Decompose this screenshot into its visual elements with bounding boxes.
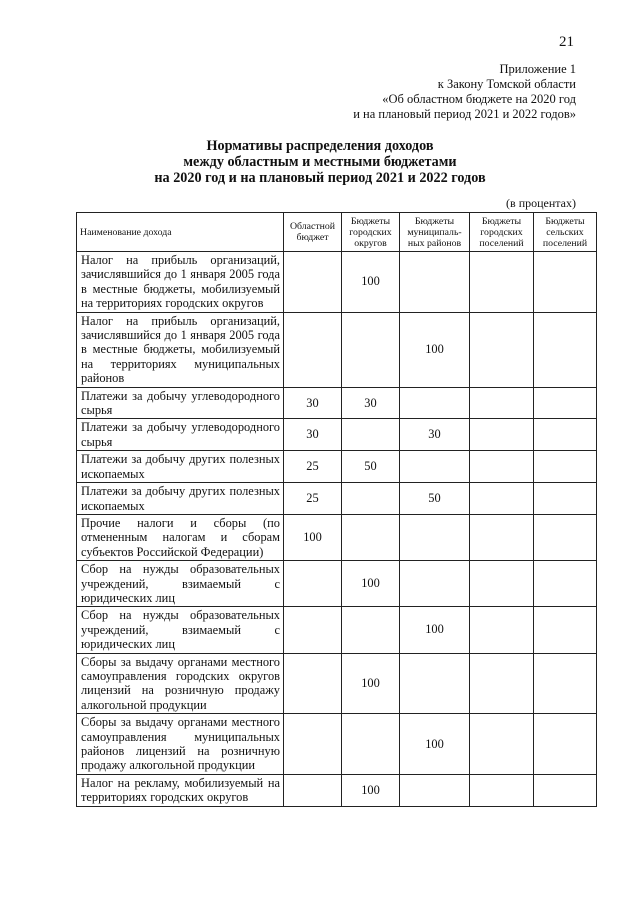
title-line: между областным и местными бюджетами bbox=[183, 154, 457, 170]
value-cell-municipal-districts bbox=[400, 653, 470, 714]
table-row bbox=[77, 653, 597, 714]
appendix-line: Приложение 1 bbox=[499, 62, 576, 76]
value-cell-regional-budget: 25 bbox=[284, 483, 342, 515]
value-cell-urban-settlements bbox=[470, 312, 534, 387]
value-cell-regional-budget bbox=[284, 607, 342, 653]
value-cell-rural-settlements bbox=[534, 607, 597, 653]
value-cell-rural-settlements bbox=[534, 514, 597, 560]
table-body bbox=[77, 252, 597, 807]
value-cell-regional-budget: 30 bbox=[284, 419, 342, 451]
value-cell-city-districts: 30 bbox=[342, 387, 400, 419]
value-cell-urban-settlements bbox=[470, 514, 534, 560]
table-row bbox=[77, 312, 597, 387]
revenue-name-cell: Налог на прибыль организаций, зачислявшийся до 1 января 2005 года в местные бюджеты, мобилизуемый на территориях городских округов bbox=[77, 252, 284, 313]
value-cell-municipal-districts bbox=[400, 514, 470, 560]
revenue-name-cell: Платежи за добычу углеводородного сырья bbox=[77, 387, 284, 419]
value-cell-regional-budget bbox=[284, 561, 342, 607]
table-row bbox=[77, 483, 597, 515]
page-number: 21 bbox=[559, 34, 574, 50]
value-cell-urban-settlements bbox=[470, 483, 534, 515]
value-cell-city-districts: 100 bbox=[342, 774, 400, 806]
value-cell-urban-settlements bbox=[470, 451, 534, 483]
value-cell-rural-settlements bbox=[534, 387, 597, 419]
revenue-name-cell: Сбор на нужды образовательных учреждений, взимаемый с юридических лиц bbox=[77, 607, 284, 653]
value-cell-municipal-districts bbox=[400, 387, 470, 419]
revenue-name-cell: Платежи за добычу других полезных ископаемых bbox=[77, 451, 284, 483]
value-cell-urban-settlements bbox=[470, 607, 534, 653]
revenue-name-cell: Сбор на нужды образовательных учреждений, взимаемый с юридических лиц bbox=[77, 561, 284, 607]
appendix-line: «Об областном бюджете на 2020 год bbox=[382, 92, 576, 106]
value-cell-urban-settlements bbox=[470, 774, 534, 806]
value-cell-urban-settlements bbox=[470, 561, 534, 607]
revenue-name-cell: Налог на прибыль организаций, зачислявшийся до 1 января 2005 года в местные бюджеты, мобилизуемый на территориях муниципальных районов bbox=[77, 312, 284, 387]
value-cell-rural-settlements bbox=[534, 714, 597, 775]
value-cell-rural-settlements bbox=[534, 312, 597, 387]
table-row bbox=[77, 561, 597, 607]
title-line: на 2020 год и на плановый период 2021 и 2022 годов bbox=[154, 170, 486, 186]
value-cell-rural-settlements bbox=[534, 451, 597, 483]
revenue-name-cell: Платежи за добычу других полезных ископаемых bbox=[77, 483, 284, 515]
value-cell-municipal-districts: 100 bbox=[400, 312, 470, 387]
header-city-districts: Бюджеты городских округов bbox=[342, 213, 400, 252]
table-row bbox=[77, 714, 597, 775]
table-row bbox=[77, 451, 597, 483]
header-municipal-districts: Бюджеты муниципаль-ных районов bbox=[400, 213, 470, 252]
value-cell-regional-budget: 100 bbox=[284, 514, 342, 560]
table-row bbox=[77, 607, 597, 653]
header-urban-settlements: Бюджеты городских поселений bbox=[470, 213, 534, 252]
header-rural-settlements: Бюджеты сельских поселений bbox=[534, 213, 597, 252]
value-cell-city-districts: 50 bbox=[342, 451, 400, 483]
value-cell-regional-budget bbox=[284, 714, 342, 775]
revenue-name-cell: Платежи за добычу углеводородного сырья bbox=[77, 419, 284, 451]
value-cell-regional-budget: 30 bbox=[284, 387, 342, 419]
value-cell-rural-settlements bbox=[534, 419, 597, 451]
value-cell-city-districts bbox=[342, 714, 400, 775]
value-cell-city-districts bbox=[342, 419, 400, 451]
units-note: (в процентах) bbox=[506, 196, 576, 210]
value-cell-municipal-districts: 100 bbox=[400, 607, 470, 653]
table-row bbox=[77, 252, 597, 313]
value-cell-city-districts: 100 bbox=[342, 561, 400, 607]
value-cell-city-districts bbox=[342, 312, 400, 387]
value-cell-municipal-districts: 50 bbox=[400, 483, 470, 515]
value-cell-rural-settlements bbox=[534, 483, 597, 515]
header-revenue-name: Наименование дохода bbox=[77, 213, 284, 252]
document-title bbox=[0, 138, 640, 186]
table-row bbox=[77, 774, 597, 806]
table-header-row bbox=[77, 213, 597, 252]
value-cell-regional-budget bbox=[284, 774, 342, 806]
revenue-distribution-table bbox=[76, 212, 597, 807]
value-cell-urban-settlements bbox=[470, 387, 534, 419]
value-cell-city-districts bbox=[342, 607, 400, 653]
header-regional-budget: Областной бюджет bbox=[284, 213, 342, 252]
appendix-line: и на плановый период 2021 и 2022 годов» bbox=[353, 107, 576, 121]
value-cell-regional-budget bbox=[284, 653, 342, 714]
value-cell-municipal-districts bbox=[400, 561, 470, 607]
value-cell-municipal-districts bbox=[400, 451, 470, 483]
value-cell-municipal-districts: 30 bbox=[400, 419, 470, 451]
title-line: Нормативы распределения доходов bbox=[206, 138, 434, 154]
revenue-name-cell: Прочие налоги и сборы (по отмененным налогам и сборам субъектов Российской Федерации) bbox=[77, 514, 284, 560]
value-cell-municipal-districts bbox=[400, 774, 470, 806]
table-row bbox=[77, 387, 597, 419]
table-row bbox=[77, 419, 597, 451]
value-cell-urban-settlements bbox=[470, 419, 534, 451]
value-cell-urban-settlements bbox=[470, 653, 534, 714]
value-cell-city-districts bbox=[342, 514, 400, 560]
value-cell-regional-budget: 25 bbox=[284, 451, 342, 483]
value-cell-urban-settlements bbox=[470, 714, 534, 775]
table-row bbox=[77, 514, 597, 560]
revenue-name-cell: Сборы за выдачу органами местного самоуправления городских округов лицензий на розничную продажу алкогольной продукции bbox=[77, 653, 284, 714]
value-cell-municipal-districts: 100 bbox=[400, 714, 470, 775]
value-cell-regional-budget bbox=[284, 312, 342, 387]
value-cell-city-districts bbox=[342, 483, 400, 515]
value-cell-municipal-districts bbox=[400, 252, 470, 313]
value-cell-rural-settlements bbox=[534, 774, 597, 806]
appendix-line: к Закону Томской области bbox=[437, 77, 576, 91]
value-cell-city-districts: 100 bbox=[342, 252, 400, 313]
value-cell-regional-budget bbox=[284, 252, 342, 313]
value-cell-rural-settlements bbox=[534, 561, 597, 607]
appendix-header bbox=[353, 62, 576, 122]
revenue-name-cell: Налог на рекламу, мобилизуемый на территориях городских округов bbox=[77, 774, 284, 806]
value-cell-city-districts: 100 bbox=[342, 653, 400, 714]
value-cell-rural-settlements bbox=[534, 653, 597, 714]
revenue-name-cell: Сборы за выдачу органами местного самоуправления муниципальных районов лицензий на розничную продажу алкогольной продукции bbox=[77, 714, 284, 775]
value-cell-urban-settlements bbox=[470, 252, 534, 313]
value-cell-rural-settlements bbox=[534, 252, 597, 313]
